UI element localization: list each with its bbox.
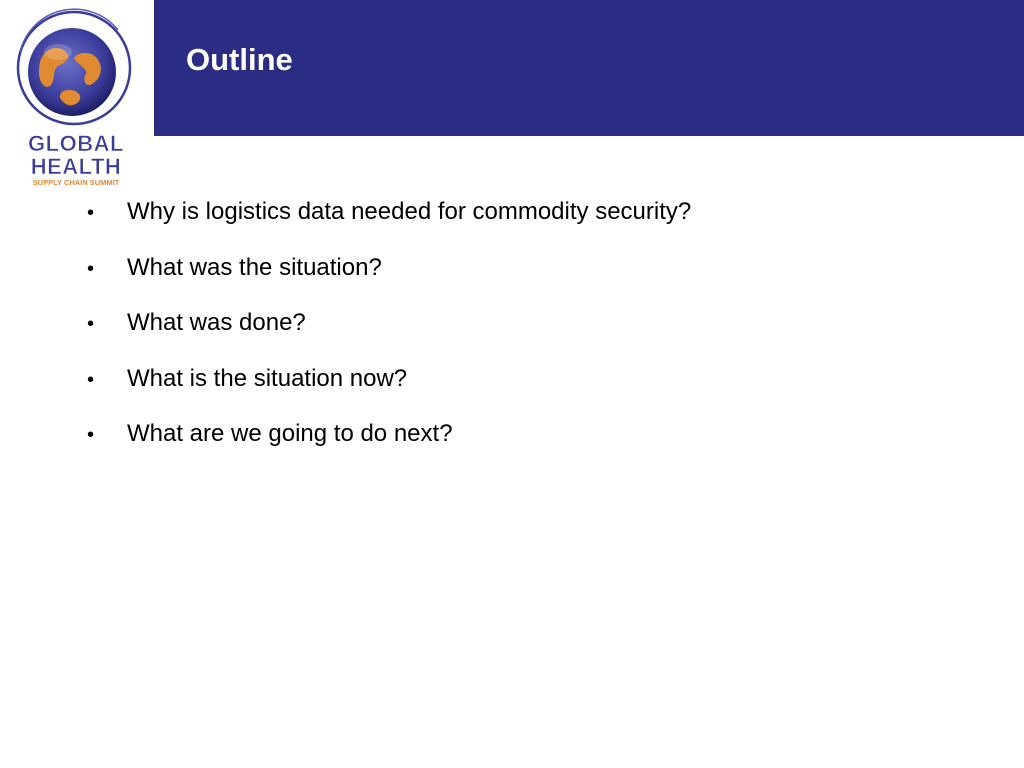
bullet-item: [86, 365, 691, 421]
bullet-text: What was the situation?: [127, 253, 382, 281]
bullet-text: What are we going to do next?: [127, 420, 453, 447]
bullet-item: [86, 309, 691, 365]
logo-text-subtitle: SUPPLY CHAIN SUMMIT: [32, 178, 120, 187]
bullet-dot-icon: •: [87, 368, 95, 391]
logo-text-health: HEALTH: [30, 154, 122, 179]
bullet-item: [86, 420, 691, 476]
bullet-dot-icon: •: [87, 424, 95, 446]
bullet-text: What is the situation now?: [127, 364, 408, 392]
global-health-logo: [0, 0, 154, 192]
bullet-dot-icon: •: [87, 202, 95, 224]
bullet-dot-icon: •: [87, 313, 95, 335]
bullet-dot-icon: •: [87, 257, 95, 280]
slide-title: Outline: [186, 42, 293, 77]
bullet-text: Why is logistics data needed for commodity security?: [127, 198, 692, 225]
bullet-text: What was done?: [127, 309, 306, 336]
bullet-list: [86, 198, 691, 476]
bullet-item: [86, 254, 691, 310]
logo-text-global: GLOBAL: [28, 131, 124, 156]
logo-wordmark: [0, 0, 154, 192]
bullet-item: [86, 198, 691, 254]
